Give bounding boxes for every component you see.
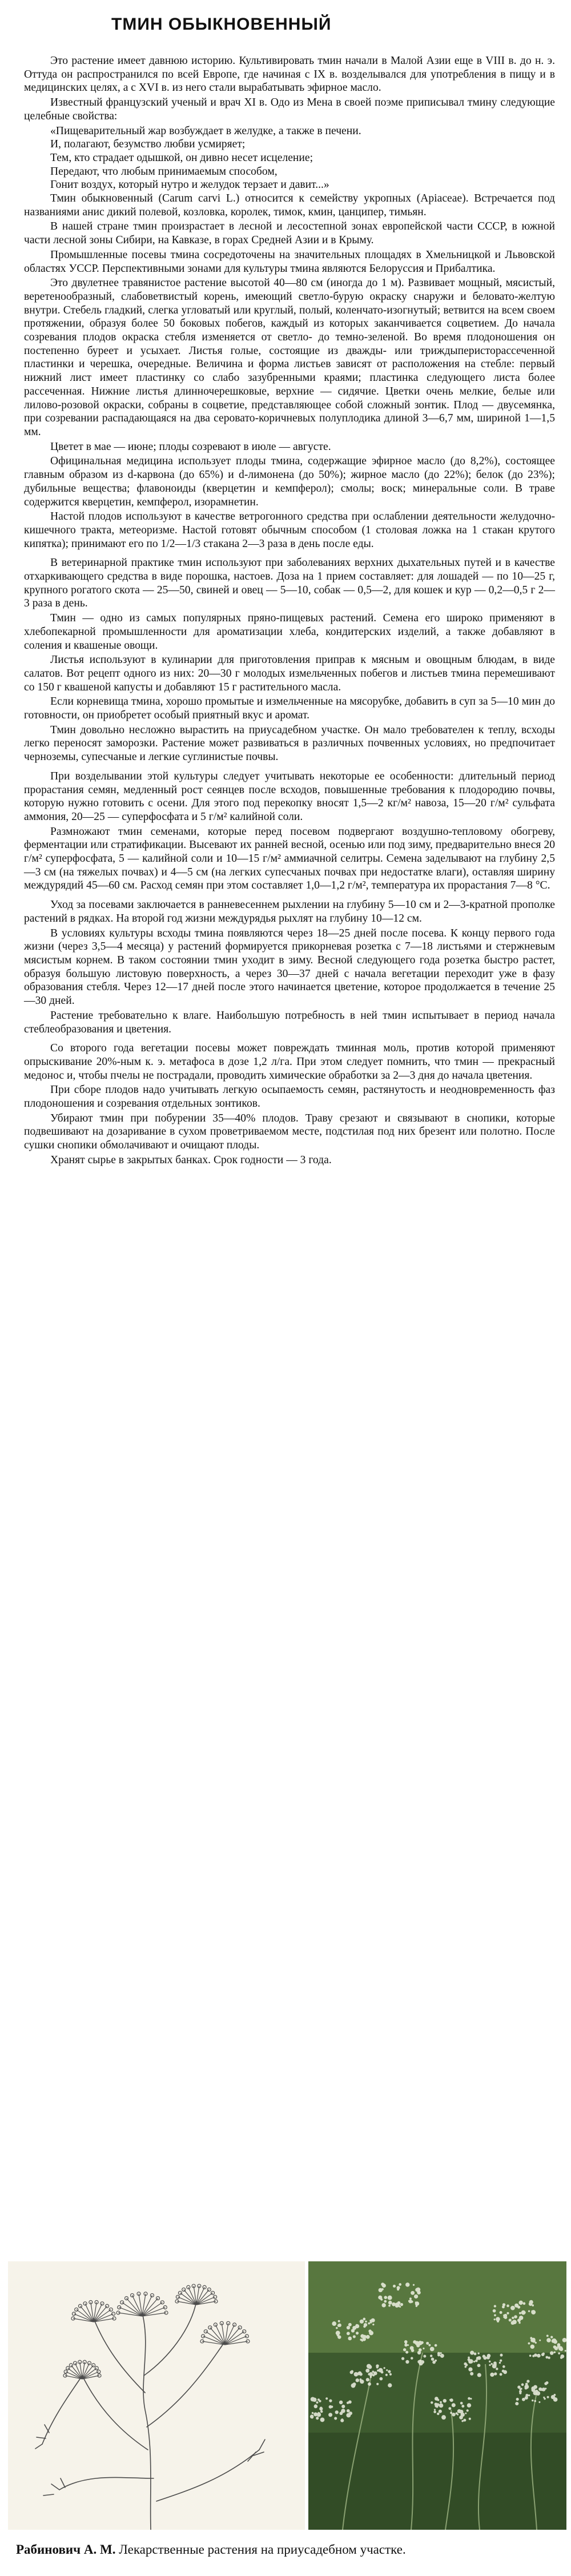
paragraph: Тмин — одно из самых популярных пряно-пищевых растений. Семена его широко применяют в хлебопекарной промышленности для ароматизации хлеба, кондитерских изделий, а также добавляют в соления и квашеные овощи.	[24, 612, 555, 652]
article-body	[24, 54, 555, 1168]
paragraph: Хранят сырье в закрытых банках. Срок годности — 3 года.	[50, 1154, 332, 1166]
paragraph: В ветеринарной практике тмин используют при заболеваниях верхних дыхательных путей и в качестве отхаркивающего средства в виде порошка, настоев. Доза на 1 прием составляет: для лошадей — по 10—25 г, крупного рогатого скота — 25—50, свиней и овец — 5—10, собак — 0,5—2, для кошек и кур — 0,2—0,5 г 2—3 раза в день.	[24, 557, 555, 610]
paragraph: При возделывании этой культуры следует учитывать некоторые ее особенности: длительный период прорастания семян, медленный рост сеянцев после всходов, повышенные требования к плодородию почвы, которую нужно готовить с осени. Для этого под перекопку вносят 1,5—2 кг/м² навоза, 15—20 г/м² сульфата аммония, 20—25 — суперфосфата и 5 г/м² калийной соли.	[24, 770, 555, 823]
illustrations	[0, 2261, 571, 2530]
paragraph: Растение требовательно к влаге. Наибольшую потребность в ней тмин испытывает в период начала стеблеобразования и цветения.	[24, 1009, 555, 1035]
paragraph: Тмин довольно несложно вырастить на приусадебном участке. Он мало требователен к теплу, всходы легко переносят заморозки. Растение может развиваться в различных почвенных условиях, но предпочитает черноземы, супесчаные и легкие суглинистые почвы.	[24, 724, 555, 763]
poem-line: Тем, кто страдает одышкой, он дивно несет исцеление;	[50, 151, 313, 164]
paragraph: Со второго года вегетации посевы может повреждать тминная моль, против которой применяют опрыскивание 20%-ным к. э. метафоса в дозе 1,2 л/га. При этом следует помнить, что тмин — прекрасный медонос и, чтобы пчелы не пострадали, проводить химические обработки за 2—3 дня до начала цветения.	[24, 1042, 555, 1082]
paragraph: Настой плодов используют в качестве ветрогонного средства при ослаблении деятельности желудочно-кишечного тракта, метеоризме. Настой готовят обычным способом (1 столовая ложка на 1 стакан крутого кипятка); принимают его по 1/2—1/3 стакана 2—3 раза в день после еды.	[24, 511, 555, 550]
paragraph: Размножают тмин семенами, которые перед посевом подвергают воздушно-тепловому обогреву, ферментации или стратификации. Высевают их ранней весной, осенью или под зиму, предварительно внеся 20 г/м² суперфосфата, 5 — калийной соли и 10—15 г/м² аммиачной селитры. Семена заделывают на глубину 2,5—3 см (на тяжелых почвах) и 4—5 см (на легких супесчаных почвах при недостатке влаги), оставляя ширину междурядий 45—60 см. Расход семян при этом составляет 1,0—1,2 г/м², температура их прорастания 7—8 °С.	[24, 825, 555, 892]
paragraph: Тмин обыкновенный (Carum carvi L.) относится к семейству укропных (Apiaceae). Встречается под названиями анис дикий полевой, козловка, королек, тимок, кмин, цанципер, тимьян.	[24, 192, 555, 218]
paragraph: Официнальная медицина использует плоды тмина, содержащие эфирное масло (до 8,2%), состоящее главным образом из d-карвона (до 65%) и d-лимонена (до 50%); жирное масло (до 22%); белок (до 23%); дубильные вещества; флавоноиды (кверцетин и кемпферол); смолы; воск; минеральные соли. В траве содержится кверцетин, кемпферол, изорамнетин.	[24, 455, 555, 508]
paragraph: Это растение имеет давнюю историю. Культивировать тмин начали в Малой Азии еще в VIII в. до н. э. Оттуда он распространился по всей Европе, где начиная с IX в. возделывался для употребления в пищу и в медицинских целях, а с XVI в. из него стали вырабатывать эфирное масло.	[24, 55, 555, 94]
paragraph: Это двулетнее травянистое растение высотой 40—80 см (иногда до 1 м). Развивает мощный, мясистый, веретенообразный, слабоветвистый корень, имеющий светло-бурую окраску снаружи и беловато-желтую внутри. Стебель гладкий, слегка угловатый или круглый, полый, коленчато-изогнутый; ветвится на всем своем протяжении, образуя более 50 боковых побегов, каждый из которых заканчивается соцветием. До начала созревания плодов окраска стебля изменяется от светло- до темно-зеленой. Во время плодоношения он постепенно буреет и усыхает. Листья голые, состоящие из дважды- или триждыперисторассеченной пластинки и черешка, очередные. Величина и форма листьев зависят от расположения на стебле: первый нижний лист имеет пластинку со слабо зазубренными краями; пластинка следующего листа более рассеченная. Нижние листья длинночерешковые, верхние — сидячие. Цветки очень мелкие, белые или лилово-розовой окраски, собраны в соцветие, представляющее собой сложный зонтик. Плод — двусемянка, при созревании распадающаяся на два серовато-коричневых полуплодика длиной 3—6,7 мм, шириной 1—1,5 мм.	[24, 277, 555, 438]
poem-line: «Пищеварительный жар возбуждает в желудке, а также в печени.	[50, 124, 361, 137]
page-title: ТМИН ОБЫКНОВЕННЫЙ	[111, 15, 332, 34]
paragraph: В нашей стране тмин произрастает в лесной и лесостепной зонах европейской части СССР, в южной части лесной зоны Сибири, на Кавказе, в горах Средней Азии и в Крыму.	[24, 220, 555, 247]
paragraph: Если корневища тмина, хорошо промытые и измельченные на мясорубке, добавить в суп за 5—10 мин до готовности, он приобретет особый приятный вкус и аромат.	[24, 696, 555, 722]
caraway-botanical-sketch	[8, 2261, 305, 2530]
paragraph: При сборе плодов надо учитывать легкую осыпаемость семян, растянутость и неодновременность фаз плодоношения и созревания отдельных зонтиков.	[24, 1084, 555, 1110]
paragraph: Промышленные посевы тмина сосредоточены на значительных площадях в Хмельницкой и Львовской областях УССР. Перспективными зонами для культуры тмина являются Белоруссия и Прибалтика.	[24, 248, 555, 275]
source-caption	[16, 2542, 406, 2557]
poem-line: Передают, что любым принимаемым способом,	[50, 165, 278, 178]
paragraph: Убирают тмин при побурении 35—40% плодов. Траву срезают и связывают в снопики, которые подвешивают на дозаривание в сухом проветриваемом месте, подстилая под них брезент или полотно. После сушки снопики обмолачивают и очищают плоды.	[24, 1112, 555, 1152]
caption-source: Лекарственные растения на приусадебном участке.	[119, 2542, 406, 2557]
caraway-flowering-photo	[308, 2261, 566, 2530]
paragraph: Уход за посевами заключается в ранневесеннем рыхлении на глубину 5—10 см и 2—3-кратной прополке растений в рядках. На второй год жизни междурядья рыхлят на глубину 10—12 см.	[24, 899, 555, 925]
poem-line: И, полагают, безумство любви усмиряет;	[50, 138, 246, 151]
caption-author: Рабинович А. М.	[16, 2542, 116, 2557]
paragraph: Цветет в мае — июне; плоды созревают в июле — августе.	[50, 440, 331, 453]
poem-line: Гонит воздух, который нутро и желудок терзает и давит...»	[50, 179, 329, 191]
paragraph: В условиях культуры всходы тмина появляются через 18—25 дней после посева. К концу первого года жизни (через 3,5—4 месяца) у растений формируется прикорневая розетка с 7—18 листьями и стержневым мясистым корнем. В таком состоянии тмин уходит в зиму. Весной следующего года розетка быстро растет, образуя большую листовую поверхность, а через 30—37 дней с начала вегетации переходит уже в фазу образования стебля. Через 12—17 дней после этого начинается цветение, которое продолжается в течение 25—30 дней.	[24, 927, 555, 1007]
paragraph: Листья используют в кулинарии для приготовления приправ к мясным и овощным блюдам, в виде салатов. Вот рецепт одного из них: 20—30 г молодых измельченных побегов и листьев тмина перемешивают со 150 г квашеной капусты и добавляют 15 г растительного масла.	[24, 654, 555, 693]
paragraph: Известный французский ученый и врач XI в. Одо из Мена в своей поэме приписывал тмину следующие целебные свойства:	[24, 97, 555, 122]
